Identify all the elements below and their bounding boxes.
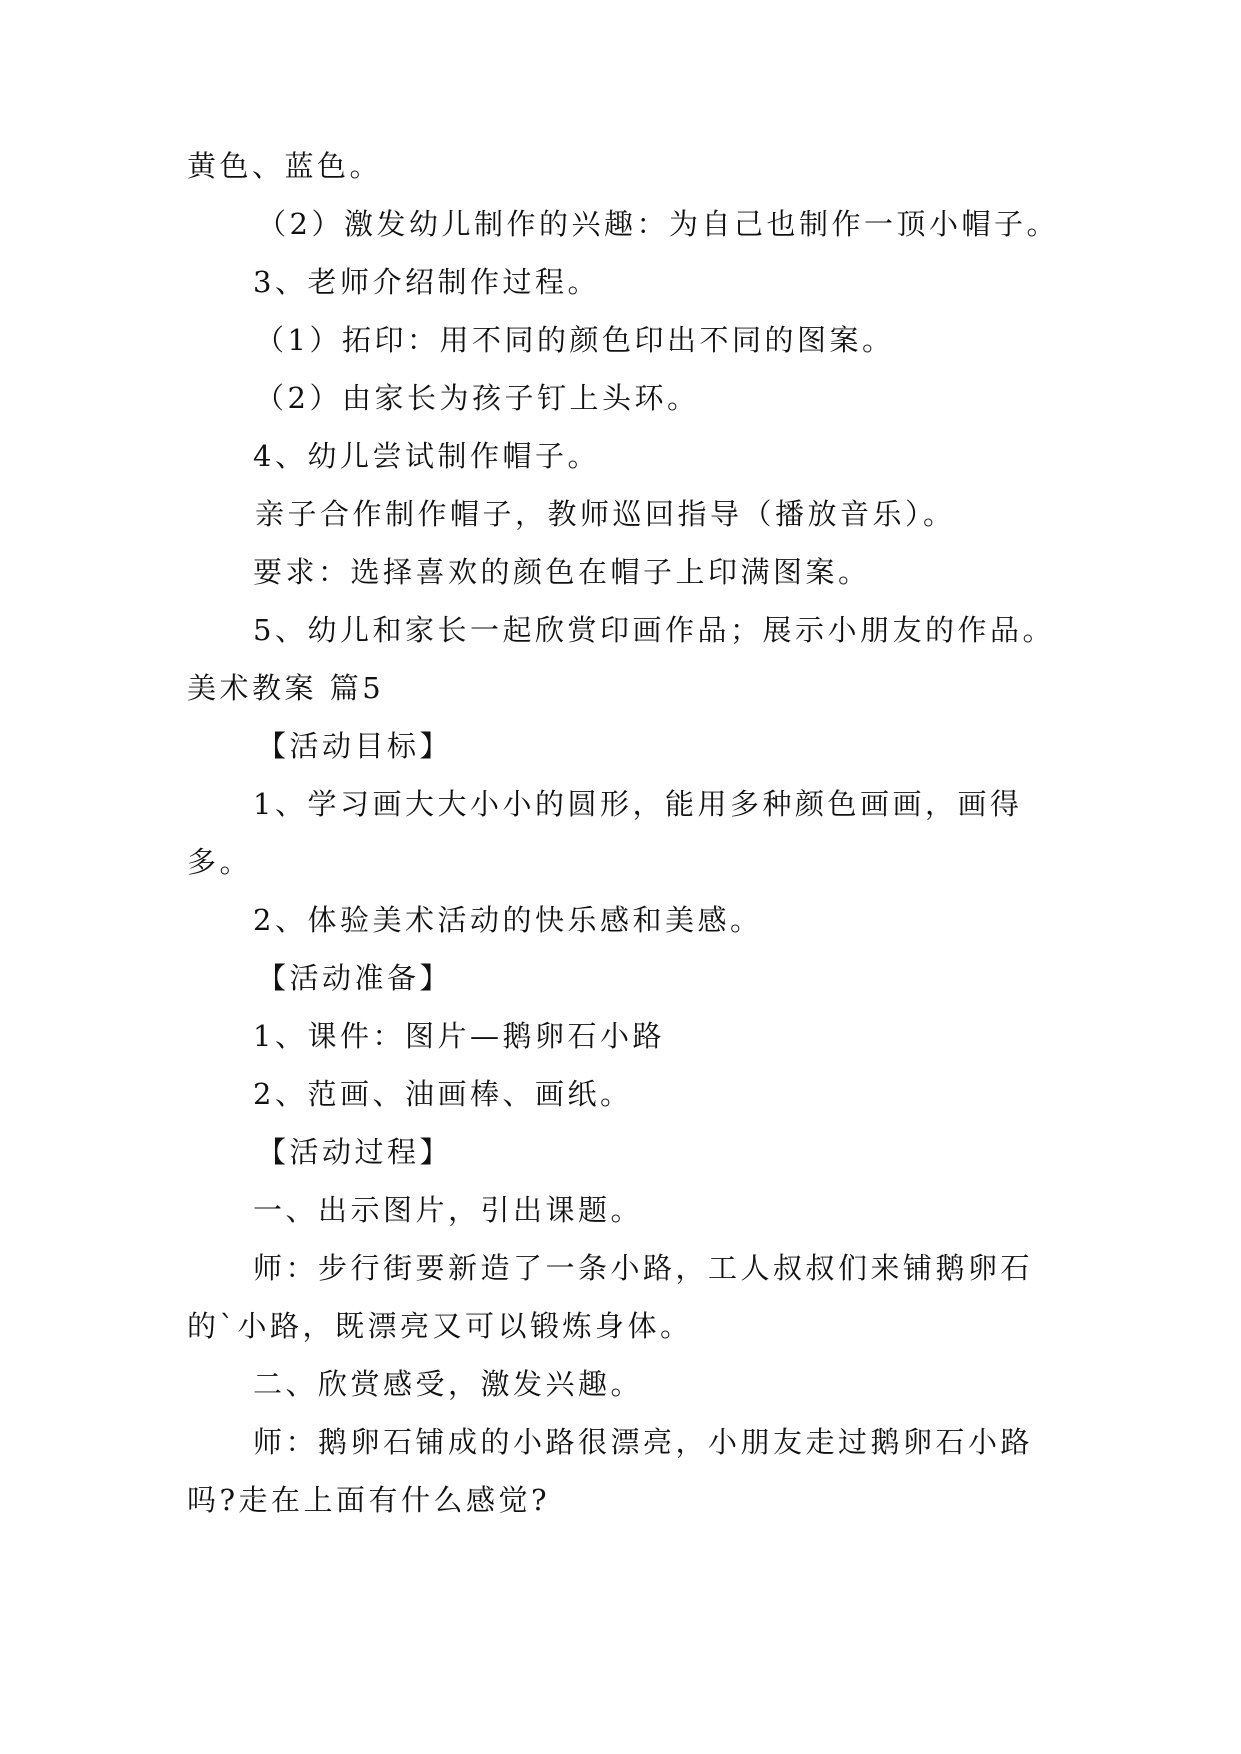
paragraph-line: （1）拓印：用不同的颜色印出不同的图案。 xyxy=(255,323,895,357)
paragraph-line: 亲子合作制作帽子，教师巡回指导（播放音乐）。 xyxy=(255,497,956,531)
paragraph-line: 5、幼儿和家长一起欣赏印画作品；展示小朋友的作品。 xyxy=(253,613,1055,647)
paragraph-line: 2、范画、油画棒、画纸。 xyxy=(253,1077,633,1111)
paragraph-line: 多。 xyxy=(187,845,253,879)
paragraph-line: 4、幼儿尝试制作帽子。 xyxy=(253,439,600,473)
paragraph-line: 1、课件：图片—鹅卵石小路 xyxy=(253,1019,665,1053)
subsection-heading: 【活动过程】 xyxy=(257,1135,453,1169)
paragraph-line: 要求：选择喜欢的颜色在帽子上印满图案。 xyxy=(253,555,871,589)
paragraph-line: 师：步行街要新造了一条小路，工人叔叔们来铺鹅卵石 xyxy=(253,1251,1034,1285)
paragraph-line: 2、体验美术活动的快乐感和美感。 xyxy=(253,903,763,937)
paragraph-line: 黄色、蓝色。 xyxy=(187,149,383,183)
paragraph-line: 师：鹅卵石铺成的小路很漂亮，小朋友走过鹅卵石小路 xyxy=(253,1425,1034,1459)
paragraph-line: 1、学习画大大小小的圆形，能用多种颜色画画，画得 xyxy=(253,787,1023,821)
paragraph-line: 3、老师介绍制作过程。 xyxy=(253,265,600,299)
paragraph-line: （2）激发幼儿制作的兴趣：为自己也制作一顶小帽子。 xyxy=(257,207,1059,241)
section-heading: 美术教案 篇5 xyxy=(187,671,385,705)
paragraph-line: （2）由家长为孩子钉上头环。 xyxy=(255,381,700,415)
subsection-heading: 【活动目标】 xyxy=(257,729,453,763)
paragraph-line: 一、出示图片，引出课题。 xyxy=(253,1193,644,1227)
paragraph-line: 吗?走在上面有什么感觉? xyxy=(187,1483,551,1517)
subsection-heading: 【活动准备】 xyxy=(257,961,453,995)
paragraph-line: 的`小路，既漂亮又可以锻炼身体。 xyxy=(187,1309,693,1343)
paragraph-line: 二、欣赏感受，激发兴趣。 xyxy=(253,1367,644,1401)
